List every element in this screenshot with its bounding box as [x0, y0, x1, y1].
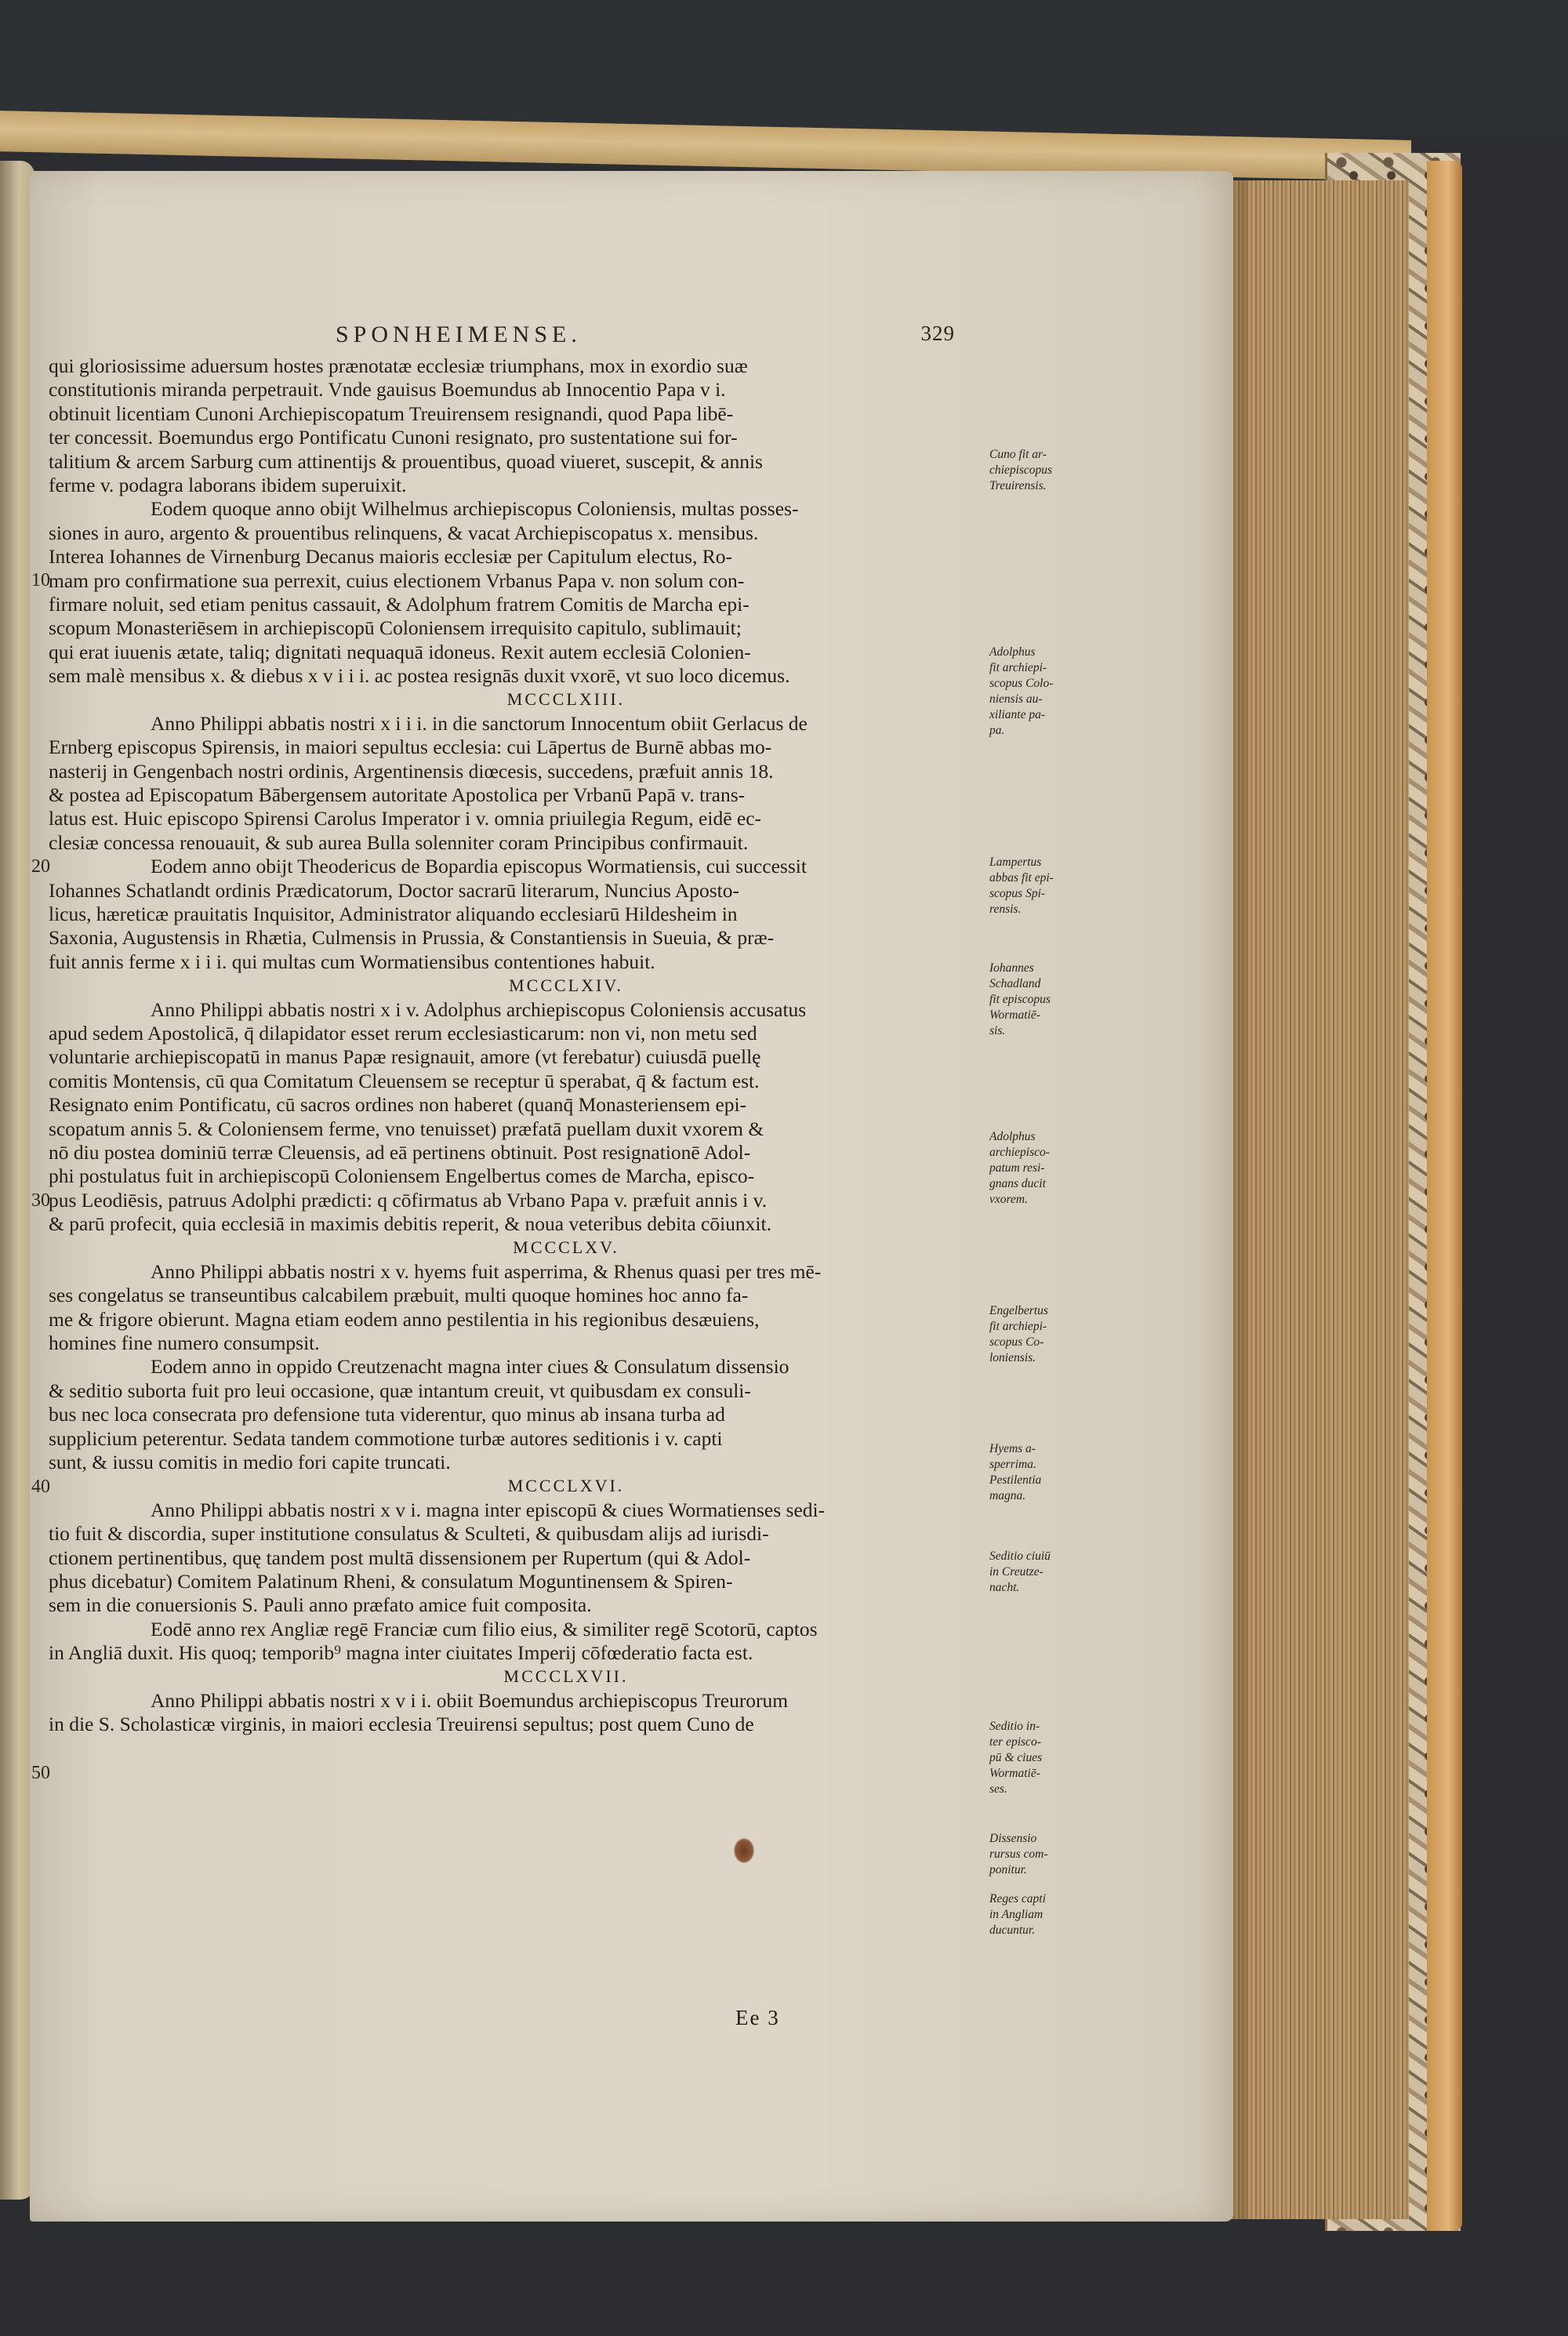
text-line: Anno Philippi abbatis nostri x v. hyems fuit asperrima, & Rhenus quasi per tres mē- [151, 1259, 822, 1283]
margin-note-line: gnans ducit [989, 1177, 1046, 1190]
text-line: scopatum annis 5. & Coloniensem ferme, vno tenuisset) præfatā puellam duxit vxorem & [49, 1117, 764, 1140]
text-line: Resignato enim Pontificatu, cū sacros ordines non haberet (quanq̄ Monasteriensem epi- [49, 1093, 747, 1117]
year-heading: MCCCLXIV. [509, 975, 623, 996]
text-line: obtinuit licentiam Cunoni Archiepiscopatum Treuirensem resignandi, quod Papa libē- [49, 401, 734, 425]
running-head-title: SPONHEIMENSE. [336, 322, 582, 347]
text-line: Iohannes Schatlandt ordinis Prædicatorum, Doctor sacrarū literarum, Nuncius Aposto- [49, 878, 739, 902]
margin-note-line: loniensis. [989, 1351, 1036, 1364]
text-line: sem malè mensibus x. & diebus x v i i i. ac postea resignās duxit vxorē, vt suo loco dicemus. [49, 664, 790, 688]
margin-note-line: scopus Spi- [989, 887, 1046, 900]
margin-note-line: Reges capti [989, 1892, 1046, 1905]
text-line: Eodem anno in oppido Creutzenacht magna inter ciues & Consulatum dissensio [151, 1355, 789, 1379]
text-line: qui erat iuuenis ætate, taliq; dignitati nequaquā idoneus. Rexit autem ecclesiā Colonien- [49, 640, 751, 663]
text-line: Eodem quoque anno obijt Wilhelmus archiepiscopus Coloniensis, multas posses- [151, 497, 799, 521]
text-line: ter concessit. Boemundus ergo Pontificatu Cunoni resignato, pro sustentatione sui for- [49, 426, 738, 449]
text-line: in die S. Scholasticæ virginis, in maiori ecclesia Treuirensi sepultus; post quem Cuno de [49, 1713, 754, 1736]
margin-note-line: scopus Co- [989, 1335, 1044, 1349]
text-line: & seditio suborta fuit pro leui occasione, quæ intantum creuit, vt quibusdam ex consuli- [49, 1379, 751, 1402]
text-line: Anno Philippi abbatis nostri x i v. Adolphus archiepiscopus Coloniensis accusatus [151, 997, 807, 1021]
text-line: sunt, & iussu comitis in medio fori capite truncati. [49, 1450, 451, 1473]
margin-note-line: Schadland [989, 977, 1041, 990]
text-line: & parū profecit, quia ecclesiā in maximis debitis reperit, & noua veteribus debita cōiunxit. [49, 1212, 771, 1236]
margin-note-line: Iohannes [989, 961, 1034, 975]
margin-note [989, 1831, 1103, 1878]
margin-note [989, 1129, 1103, 1208]
leather-cover-edge [1427, 161, 1462, 2231]
margin-note-line: fit archiepi- [989, 1320, 1047, 1333]
signature-mark: Ee 3 [735, 2006, 780, 2029]
text-line: pus Leodiēsis, patruus Adolphi prædicti: q cōfirmatus ab Vrbano Papa v. præfuit annis i v. [49, 1188, 768, 1212]
margin-note-line: nacht. [989, 1581, 1020, 1594]
margin-note [989, 645, 1103, 739]
margin-note-line: in Creutze- [989, 1565, 1044, 1579]
line-number: 40 [31, 1477, 50, 1497]
margin-note-line: Seditio in- [989, 1720, 1040, 1733]
text-line: Eodē anno rex Angliæ regē Franciæ cum filio eius, & similiter regē Scotorū, captos [151, 1617, 818, 1640]
text-line: supplicium peterentur. Sedata tandem commotione turbæ autores seditionis i v. capti [49, 1426, 723, 1450]
margin-note-line: Cuno fit ar- [989, 448, 1047, 461]
text-line: ferme v. podagra laborans ibidem superuixit. [49, 473, 407, 496]
line-number: 30 [31, 1190, 50, 1211]
text-line: Interea Iohannes de Virnenburg Decanus maioris ecclesiæ per Capitulum electus, Ro- [49, 545, 733, 569]
margin-note-line: archiepisco- [989, 1146, 1050, 1159]
margin-note-line: magna. [989, 1489, 1026, 1502]
margin-note [989, 1719, 1103, 1797]
margin-note-line: chiepiscopus [989, 463, 1053, 477]
text-line: qui gloriosissime aduersum hostes prænotatæ ecclesiæ triumphans, mox in exordio suæ [49, 354, 748, 377]
margin-note-line: scopus Colo- [989, 677, 1054, 690]
text-line: tio fuit & discordia, super institutione consulatus & Sculteti, & quibusdam alijs ad iurisdi- [49, 1522, 769, 1546]
line-number: 10 [31, 570, 50, 590]
margin-note [989, 1441, 1103, 1504]
page-fore-edge [1223, 180, 1409, 2219]
text-line: comitis Montensis, cū qua Comitatum Cleuensem se receptur ū sperabat, q̄ & factum est. [49, 1069, 760, 1092]
margin-note [989, 1549, 1103, 1596]
page-number: 329 [920, 322, 955, 345]
margin-note-line: rensis. [989, 903, 1022, 916]
text-line: voluntarie archiepiscopatū in manus Papæ resignauit, amore (vt ferebatur) cuiusdā puellę [49, 1045, 761, 1069]
text-line: talitium & arcem Sarburg cum attinentijs & prouentibus, quoad viueret, suscepit, & annis [49, 449, 763, 473]
text-line: ctionem pertinentibus, quę tandem post multā dissensionem per Rupertum (qui & Adol- [49, 1546, 751, 1569]
margin-note-line: rursus com- [989, 1847, 1048, 1861]
year-heading: MCCCLXV. [513, 1237, 619, 1258]
line-number: 20 [31, 856, 50, 877]
text-line: ses congelatus se transeuntibus calcabilem præbuit, multi quoque homines hoc anno fa- [49, 1284, 749, 1307]
text-line: Eodem anno obijt Theodericus de Bopardia episcopus Wormatiensis, cui successit [151, 855, 807, 878]
text-line: Anno Philippi abbatis nostri x v i i. obiit Boemundus archiepiscopus Treurorum [151, 1688, 789, 1712]
margin-note-line: fit episcopus [989, 993, 1051, 1006]
margin-note-line: niensis au- [989, 692, 1043, 706]
margin-note-line: ses. [989, 1782, 1007, 1796]
margin-note-line: Dissensio [989, 1832, 1037, 1845]
margin-note-line: Treuirensis. [989, 479, 1047, 492]
text-line: fuit annis ferme x i i i. qui multas cum Wormatiensibus contentiones habuit. [49, 950, 655, 973]
text-line: Saxonia, Augustensis in Rhætia, Culmensis in Prussia, & Constantiensis in Sueuia, & præ- [49, 926, 775, 950]
margin-note [989, 1891, 1103, 1938]
margin-note-line: sis. [989, 1024, 1006, 1037]
margin-note-line: Engelbertus [989, 1304, 1048, 1317]
margin-note-line: Hyems a- [989, 1442, 1036, 1455]
year-heading: MCCCLXVII. [503, 1666, 629, 1687]
text-line: apud sedem Apostolicā, q̄ dilapidator esset rerum ecclesiasticarum: non vi, non metu sed [49, 1021, 757, 1044]
margin-note-line: pū & ciues [989, 1751, 1043, 1764]
main-text-block [31, 354, 989, 1783]
margin-note-line: Pestilentia [989, 1473, 1042, 1487]
text-line: siones in auro, argento & prouentibus relinquens, & vacat Archiepiscopatus x. mensibus. [49, 521, 759, 544]
margin-note-line: ducuntur. [989, 1924, 1036, 1937]
text-line: Anno Philippi abbatis nostri x v i. magna inter episcopū & ciues Wormatienses sedi- [151, 1498, 826, 1521]
text-line: phus dicebatur) Comitem Palatinum Rheni, & consulatum Moguntinensem & Spiren- [49, 1569, 733, 1593]
text-line: me & frigore obierunt. Magna etiam eodem anno pestilentia in his regionibus desæuiens, [49, 1307, 760, 1331]
text-line: latus est. Huic episcopo Spirensi Carolus Imperator i v. omnia priuilegia Regum, eidē ec- [49, 807, 762, 830]
margin-note-line: ter episco- [989, 1735, 1041, 1749]
ink-stain [734, 1838, 754, 1863]
text-line: Ernberg episcopus Spirensis, in maiori sepultus ecclesia: cui Lāpertus de Burnē abbas mo- [49, 736, 772, 759]
text-line: firmare noluit, sed etiam penitus cassauit, & Adolphum fratrem Comitis de Marcha epi- [49, 592, 750, 616]
margin-note-line: Lampertus [989, 856, 1042, 869]
text-line: bus nec loca consecrata pro defensione tuta viderentur, quo minus ab insana turba ad [49, 1403, 725, 1426]
margin-note-line: abbas fit epi- [989, 871, 1054, 885]
margin-note-line: fit archiepi- [989, 661, 1047, 674]
margin-note-line: Adolphus [989, 645, 1036, 659]
year-heading: MCCCLXIII. [506, 689, 626, 710]
text-line: & postea ad Episcopatum Bābergensem autoritate Apostolica per Vrbanū Papā v. trans- [49, 783, 746, 807]
margin-note-line: pa. [989, 724, 1005, 737]
text-line: nasterij in Gengenbach nostri ordinis, Argentinensis diœcesis, succedens, præfuit annis 18. [49, 759, 774, 783]
line-number: 50 [31, 1763, 50, 1783]
margin-note [989, 855, 1103, 917]
margin-note-line: in Angliam [989, 1908, 1044, 1921]
margin-note-line: sperrima. [989, 1458, 1036, 1471]
text-line: homines fine numero consumpsit. [49, 1331, 320, 1355]
margin-note [989, 961, 1103, 1039]
text-line: in Angliā duxit. His quoq; temporib⁹ magna inter ciuitates Imperij cōfœderatio facta est. [49, 1641, 753, 1665]
text-line: scopum Monasteriēsem in archiepiscopū Coloniensem irrequisito capitulo, sublimauit; [49, 616, 742, 640]
margin-note-line: Wormatiē- [989, 1008, 1040, 1022]
margin-note-line: xiliante pa- [989, 708, 1046, 721]
margin-note-line: vxorem. [989, 1193, 1028, 1206]
text-line: sem in die conuersionis S. Pauli anno præfato amice fuit composita. [49, 1593, 592, 1617]
text-line: mam pro confirmatione sua perrexit, cuius electionem Vrbanus Papa v. non solum con- [49, 569, 745, 592]
text-line: phi postulatus fuit in archiepiscopū Coloniensem Engelbertus comes de Marcha, episco- [49, 1164, 755, 1188]
margin-note-line: ponitur. [989, 1863, 1027, 1876]
margin-note [989, 1303, 1103, 1366]
margin-note-line: Adolphus [989, 1130, 1036, 1143]
text-line: licus, hæreticæ prauitatis Inquisitor, Administrator aliquando ecclesiarū Hildesheim in [49, 902, 738, 925]
year-heading: MCCCLXVI. [507, 1476, 625, 1496]
margin-note-line: Seditio ciuiū [989, 1549, 1051, 1563]
margin-note-line: Wormatiē- [989, 1767, 1040, 1780]
text-line: clesiæ concessa renouauit, & sub aurea Bulla solenniter coram Principibus confirmauit. [49, 830, 749, 854]
margin-note [989, 447, 1103, 494]
text-line: constitutionis miranda perpetrauit. Vnde gauisus Boemundus ab Innocentio Papa v i. [49, 378, 726, 401]
margin-note-line: patum resi- [989, 1161, 1045, 1175]
text-line: Anno Philippi abbatis nostri x i i i. in die sanctorum Innocentum obiit Gerlacus de [151, 711, 808, 735]
text-line: nō diu postea dominiū terræ Cleuensis, ad eā pertinens obtinuit. Post resignationē Adol- [49, 1140, 751, 1164]
